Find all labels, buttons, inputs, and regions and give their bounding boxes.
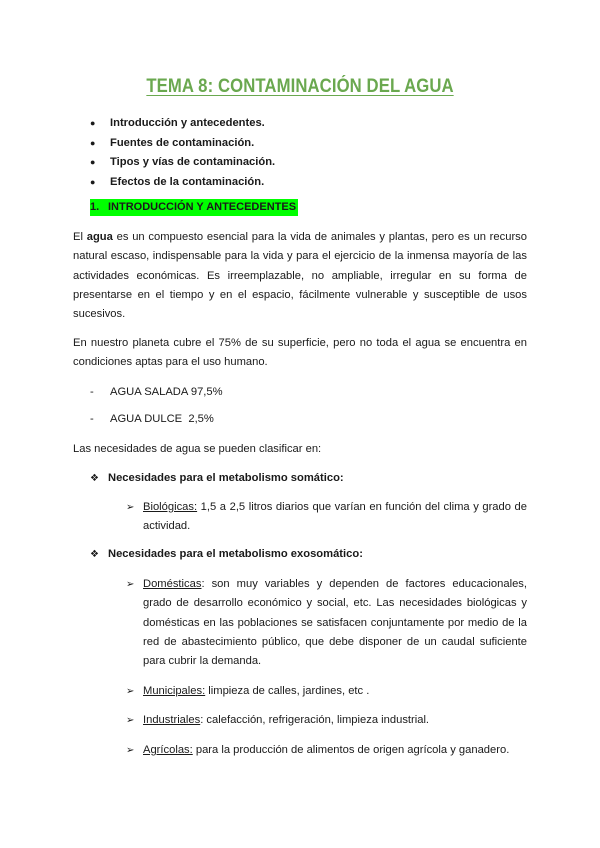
bullet-icon: ● [90, 176, 96, 187]
arrow-bullet-icon: ➢ [126, 686, 135, 697]
section-title: INTRODUCCIÓN Y ANTECEDENTES [108, 201, 297, 213]
section-heading-introduction [90, 199, 298, 216]
sub-item-biologicas: ➢ Biológicas: 1,5 a 2,5 litros diarios que varían en función del clima y grado de actividad. [143, 498, 527, 537]
bullet-icon: ● [90, 137, 96, 148]
paragraph-needs-intro: Las necesidades de agua se pueden clasificar en: [73, 443, 322, 455]
toc-item: ● Fuentes de contaminación. [90, 134, 275, 154]
arrow-bullet-icon: ➢ [126, 745, 135, 756]
table-of-contents [90, 114, 275, 192]
heading-somatic-needs: ❖ Necesidades para el metabolismo somático: [90, 469, 344, 488]
bullet-icon: ● [90, 157, 96, 167]
sub-item-municipales: ➢ Municipales: limpieza de calles, jardines, etc . [143, 682, 527, 701]
toc-item: ● Efectos de la contaminación. [90, 173, 275, 193]
list-item-salt-water: - AGUA SALADA 97,5% [90, 386, 223, 398]
bold-term: agua [86, 231, 113, 243]
arrow-bullet-icon: ➢ [126, 715, 135, 726]
toc-item: ● Introducción y antecedentes. [90, 114, 275, 134]
bullet-icon: ● [90, 118, 96, 128]
section-number: 1. [90, 201, 100, 213]
sub-item-domesticas: ➢ Domésticas: son muy variables y dependen de factores educacionales, grado de desarrollo económico y social, etc. Las necesidades biológicas y domésticas en las poblaciones se satisfacen conjuntamente por medio de la red de abastecimiento público, que debe disponer de un caudal suficiente para cubrir la demanda. [143, 575, 527, 671]
diamond-bullet-icon: ❖ [90, 549, 99, 560]
paragraph-planet-coverage: En nuestro planeta cubre el 75% de su superficie, pero no toda el agua se encuentra en condiciones aptas para el uso humano. [73, 337, 527, 369]
sub-item-agricolas: ➢ Agrícolas: para la producción de alimentos de origen agrícola y ganadero. [143, 741, 527, 760]
list-item-fresh-water: - AGUA DULCE 2,5% [90, 413, 214, 425]
heading-exosomatic-needs: ❖ Necesidades para el metabolismo exosomático: [90, 545, 363, 564]
arrow-bullet-icon: ➢ [126, 502, 135, 513]
sub-item-industriales: ➢ Industriales: calefacción, refrigeración, limpieza industrial. [143, 711, 527, 730]
toc-item: ● Tipos y vías de contaminación. [90, 153, 275, 173]
paragraph-water-description: El agua es un compuesto esencial para la vida de animales y plantas, pero es un recurso natural escaso, indispensable para la vida y para el ejercicio de la inmensa mayoría de las actividades económicas. Es irreemplazable, no ampliable, irregular en su forma de presentarse en el tiempo y en el espacio, fácilmente vulnerable y susceptible de usos sucesivos. [73, 231, 527, 321]
arrow-bullet-icon: ➢ [126, 579, 135, 590]
page-title: TEMA 8: CONTAMINACIÓN DEL AGUA [146, 76, 454, 97]
diamond-bullet-icon: ❖ [90, 473, 99, 484]
